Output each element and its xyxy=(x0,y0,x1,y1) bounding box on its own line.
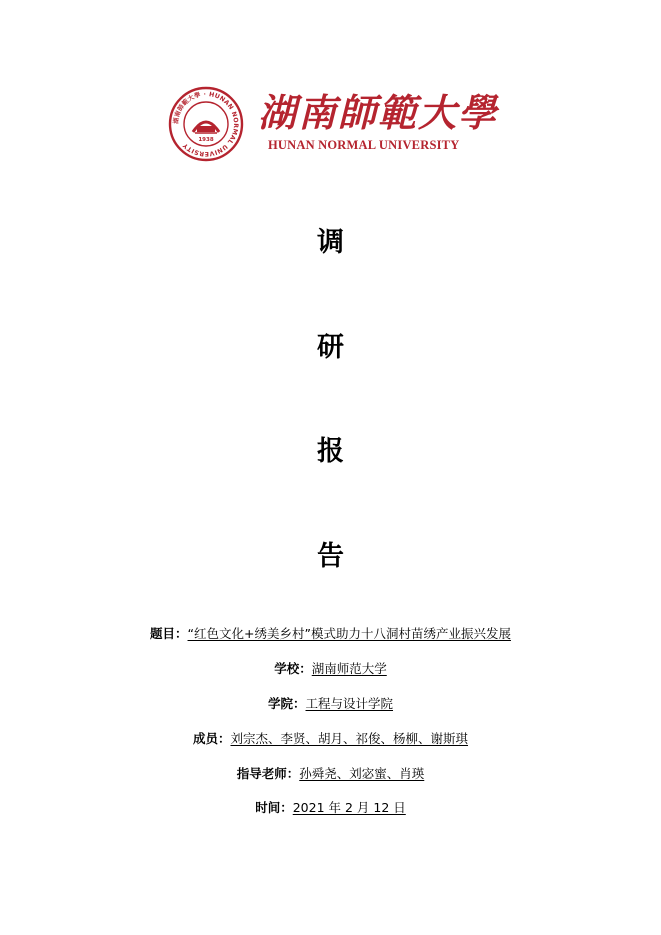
date-value: 2021 年 2 月 12 日 xyxy=(292,800,406,815)
seal-ring-text: 湖南師範大學 · HUNAN NORMAL UNIVERSITY xyxy=(172,90,240,158)
university-name-chinese: 湖南師範大學 xyxy=(258,90,499,135)
info-college xyxy=(0,695,661,713)
university-seal-icon xyxy=(168,86,244,162)
college-label: 学院： xyxy=(267,696,306,711)
info-members xyxy=(0,730,661,748)
title-char-2: 研 xyxy=(317,332,344,363)
advisor-value: 孙舜尧、刘宓蜜、肖瑛 xyxy=(299,766,425,781)
seal-year: 1938 xyxy=(198,137,214,143)
title-char-3: 报 xyxy=(317,436,344,467)
members-label: 成员： xyxy=(192,731,231,746)
university-name-english: HUNAN NORMAL UNIVERSITY xyxy=(268,138,460,152)
date-label: 时间： xyxy=(255,800,293,815)
members-value: 刘宗杰、李贤、胡月、祁俊、杨柳、谢斯琪 xyxy=(230,731,469,746)
topic-label: 题目： xyxy=(150,626,188,641)
advisor-label: 指导老师： xyxy=(236,766,300,781)
university-logo xyxy=(168,86,498,160)
college-value: 工程与设计学院 xyxy=(305,696,394,711)
school-value: 湖南师范大学 xyxy=(311,661,387,676)
info-topic xyxy=(0,625,661,643)
title-char-4: 告 xyxy=(317,541,344,572)
svg-text:湖南師範大學 · HUNAN NORMAL UNIVERSI xyxy=(172,90,239,157)
info-date xyxy=(0,799,661,817)
topic-value: “红色文化+绣美乡村”模式助力十八洞村苗绣产业振兴发展 xyxy=(187,626,511,641)
title-char-1: 调 xyxy=(317,227,344,258)
info-advisor xyxy=(0,765,661,783)
info-school xyxy=(0,660,661,678)
school-label: 学校： xyxy=(274,661,312,676)
